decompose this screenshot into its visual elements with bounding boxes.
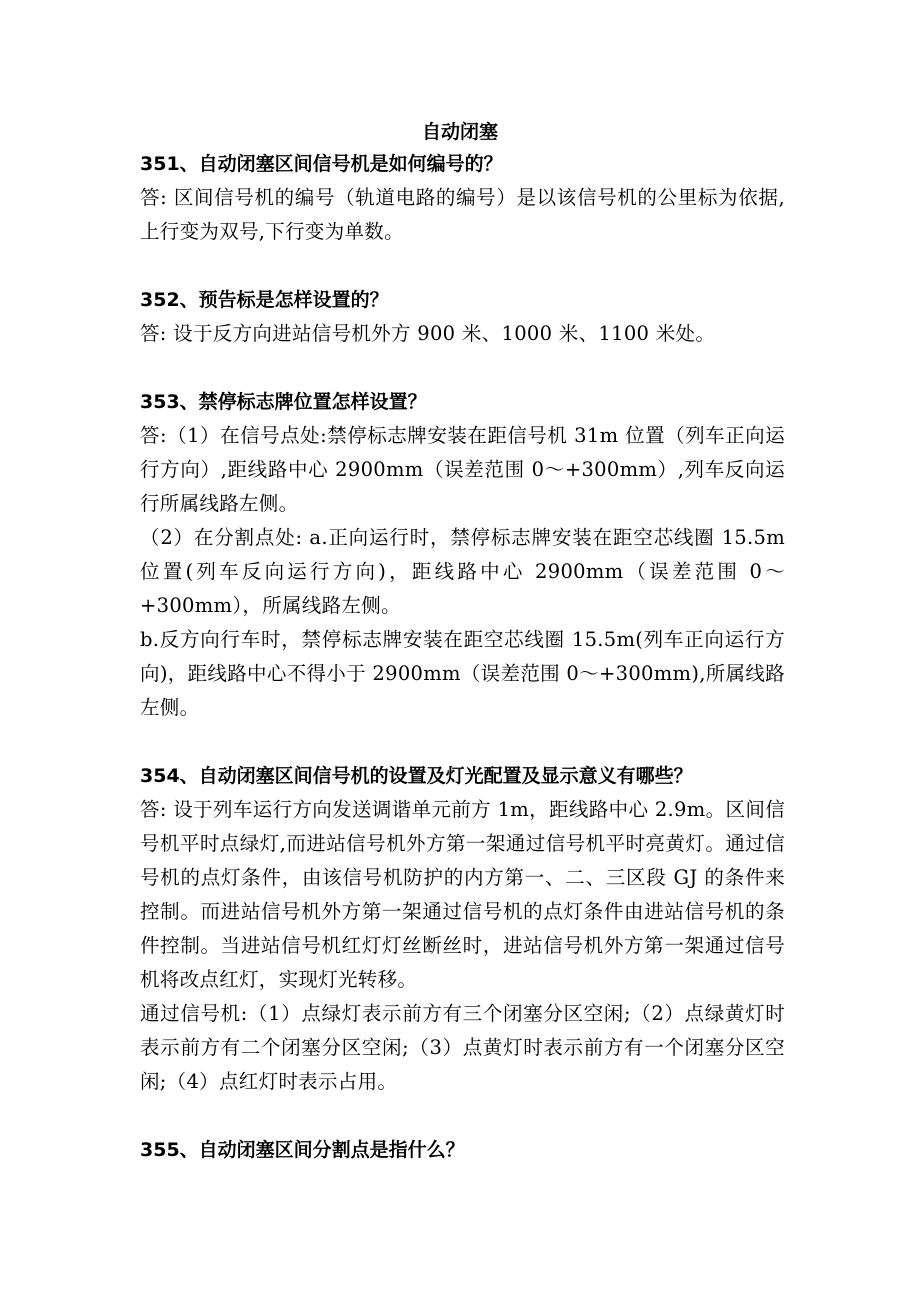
question-heading: 353、禁停标志牌位置怎样设置？ xyxy=(140,391,427,413)
document-body xyxy=(140,147,785,1201)
question-heading: 351、自动闭塞区间信号机是如何编号的？ xyxy=(140,153,503,175)
answer-paragraph: 通过信号机:（1）点绿灯表示前方有三个闭塞分区空闲;（2）点绿黄灯时表示前方有二个闭塞分区空闲;（3）点黄灯时表示前方有一个闭塞分区空闲;（4）点红灯时表示占用。 xyxy=(140,1002,785,1093)
question-block-352 xyxy=(140,283,785,351)
question-heading: 355、自动闭塞区间分割点是指什么？ xyxy=(140,1139,465,1161)
answer-paragraph: 答: 设于反方向进站信号机外方 900 米、1000 米、1100 米处。 xyxy=(140,322,716,345)
answer-paragraph: b.反方向行车时，禁停标志牌安装在距空芯线圈 15.5m(列车正向运行方向)，距线路中心不得小于 2900mm（误差范围 0～+300mm),所属线路左侧。 xyxy=(140,628,785,719)
question-block-353 xyxy=(140,385,785,725)
answer-paragraph: 答:（1）在信号点处:禁停标志牌安装在距信号机 31m 位置（列车正向运行方向）,距线路中心 2900mm（误差范围 0～+300mm）,列车反向运行所属线路左侧。 xyxy=(140,424,785,515)
question-block-355 xyxy=(140,1133,785,1167)
answer-paragraph: （2）在分割点处: a.正向运行时，禁停标志牌安装在距空芯线圈 15.5m 位置(列车反向运行方向)，距线路中心 2900mm（误差范围 0～+300mm），所属线路左侧。 xyxy=(140,526,785,617)
answer-paragraph: 答: 区间信号机的编号（轨道电路的编号）是以该信号机的公里标为依据,上行变为双号,下行变为单数。 xyxy=(140,186,785,243)
question-block-351 xyxy=(140,147,785,249)
question-heading: 354、自动闭塞区间信号机的设置及灯光配置及显示意义有哪些？ xyxy=(140,765,693,787)
page-title: 自动闭塞 xyxy=(421,121,498,143)
question-block-354 xyxy=(140,759,785,1099)
answer-paragraph: 答: 设于列车运行方向发送调谐单元前方 1m，距线路中心 2.9m。区间信号机平时点绿灯,而进站信号机外方第一架通过信号机平时亮黄灯。通过信号机的点灯条件，由该信号机防护的内方第一、二、三区段 GJ 的条件来控制。而进站信号机外方第一架通过信号机的点灯条件由进站信号机的条件控制。当进站信号机红灯灯丝断丝时，进站信号机外方第一架通过信号机将改点红灯，实现灯光转移。 xyxy=(140,798,785,991)
question-heading: 352、预告标是怎样设置的？ xyxy=(140,289,389,311)
